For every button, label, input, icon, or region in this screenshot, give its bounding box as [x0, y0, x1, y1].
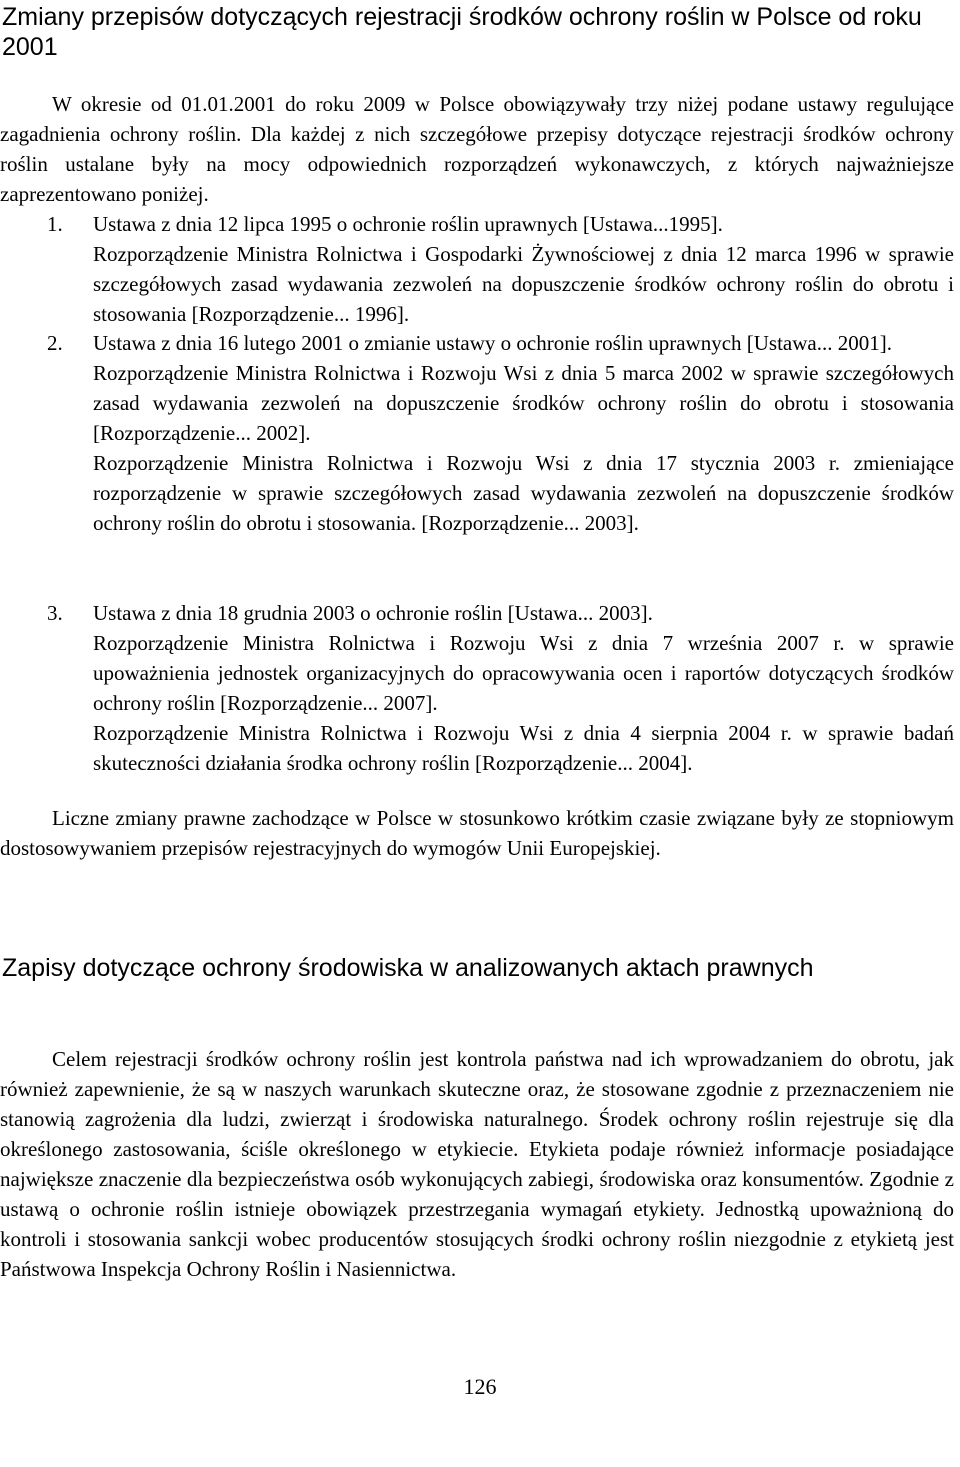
- list-item-number: 3.: [47, 601, 63, 625]
- section-title-environmental-provisions: Zapisy dotyczące ochrony środowiska w analizowanych aktach prawnych: [2, 954, 814, 982]
- intro-paragraph: W okresie od 01.01.2001 do roku 2009 w Polsce obowiązywały trzy niżej podane ustawy regulujące zagadnienia ochrony roślin. Dla każdej z nich szczegółowe przepisy dotyczące rejestracji środków ochrony roślin ustalane były na mocy odpowiednich rozporządzeń wykonawczych, z których najważniejsze zaprezentowano poniżej.: [0, 92, 954, 206]
- section-title-registration-changes: Zmiany przepisów dotyczących rejestracji środków ochrony roślin w Polsce od roku 2001: [2, 3, 922, 61]
- page-number: 126: [463, 1374, 497, 1399]
- act-citation: Ustawa z dnia 16 lutego 2001 o zmianie ustawy o ochronie roślin uprawnych [Ustawa... 2001].: [93, 331, 892, 355]
- list-item-body: [93, 598, 954, 778]
- regulation-citation: Rozporządzenie Ministra Rolnictwa i Rozwoju Wsi z dnia 4 sierpnia 2004 r. w sprawie badań skuteczności działania środka ochrony roślin [Rozporządzenie... 2004].: [93, 721, 954, 775]
- list-item-number: 2.: [47, 331, 63, 355]
- list-item-number: 1.: [47, 212, 63, 236]
- closing-paragraph: Liczne zmiany prawne zachodzące w Polsce w stosunkowo krótkim czasie związane były ze stopniowym dostosowywaniem przepisów rejestracyjnych do wymogów Unii Europejskiej.: [0, 806, 954, 860]
- regulation-citation: Rozporządzenie Ministra Rolnictwa i Rozwoju Wsi z dnia 7 września 2007 r. w sprawie upoważnienia jednostek organizacyjnych do opracowywania ocen i raportów dotyczących środków ochrony roślin [Rozporządzenie... 2007].: [93, 631, 954, 715]
- act-citation: Ustawa z dnia 18 grudnia 2003 o ochronie roślin [Ustawa... 2003].: [93, 601, 653, 625]
- act-citation: Ustawa z dnia 12 lipca 1995 o ochronie roślin uprawnych [Ustawa...1995].: [93, 212, 723, 236]
- list-item-body: [93, 209, 954, 329]
- regulation-citation: Rozporządzenie Ministra Rolnictwa i Rozwoju Wsi z dnia 5 marca 2002 w sprawie szczegółowych zasad wydawania zezwoleń na dopuszczenie środków ochrony roślin do obrotu i stosowania [Rozporządzenie... 2002].: [93, 361, 954, 445]
- list-item-body: [93, 328, 954, 538]
- regulation-citation: Rozporządzenie Ministra Rolnictwa i Rozwoju Wsi z dnia 17 stycznia 2003 r. zmieniające rozporządzenie w sprawie szczegółowych zasad wydawania zezwoleń na dopuszczenie środków ochrony roślin do obrotu i stosowania. [Rozporządzenie... 2003].: [93, 451, 954, 535]
- regulation-citation: Rozporządzenie Ministra Rolnictwa i Gospodarki Żywnościowej z dnia 12 marca 1996 w sprawie szczegółowych zasad wydawania zezwoleń na dopuszczenie środków ochrony roślin do obrotu i stosowania [Rozporządzenie... 1996].: [93, 242, 954, 326]
- body-paragraph: Celem rejestracji środków ochrony roślin jest kontrola państwa nad ich wprowadzaniem do obrotu, jak również zapewnienie, że są w naszych warunkach skuteczne oraz, że stosowane zgodnie z przeznaczeniem nie stanowią zagrożenia dla ludzi, zwierząt i środowiska naturalnego. Środek ochrony roślin rejestruje się dla określonego zastosowania, ściśle określonego w etykiecie. Etykieta podaje również informacje posiadające największe znaczenie dla bezpieczeństwa osób wykonujących zabiegi, środowiska oraz konsumentów. Zgodnie z ustawą o ochronie roślin istnieje obowiązek przestrzegania wymagań etykiety. Jednostką upoważnioną do kontroli i stosowania sankcji wobec producentów stosujących środki ochrony roślin niezgodnie z etykietą jest Państwowa Inspekcja Ochrony Roślin i Nasiennictwa.: [0, 1047, 954, 1281]
